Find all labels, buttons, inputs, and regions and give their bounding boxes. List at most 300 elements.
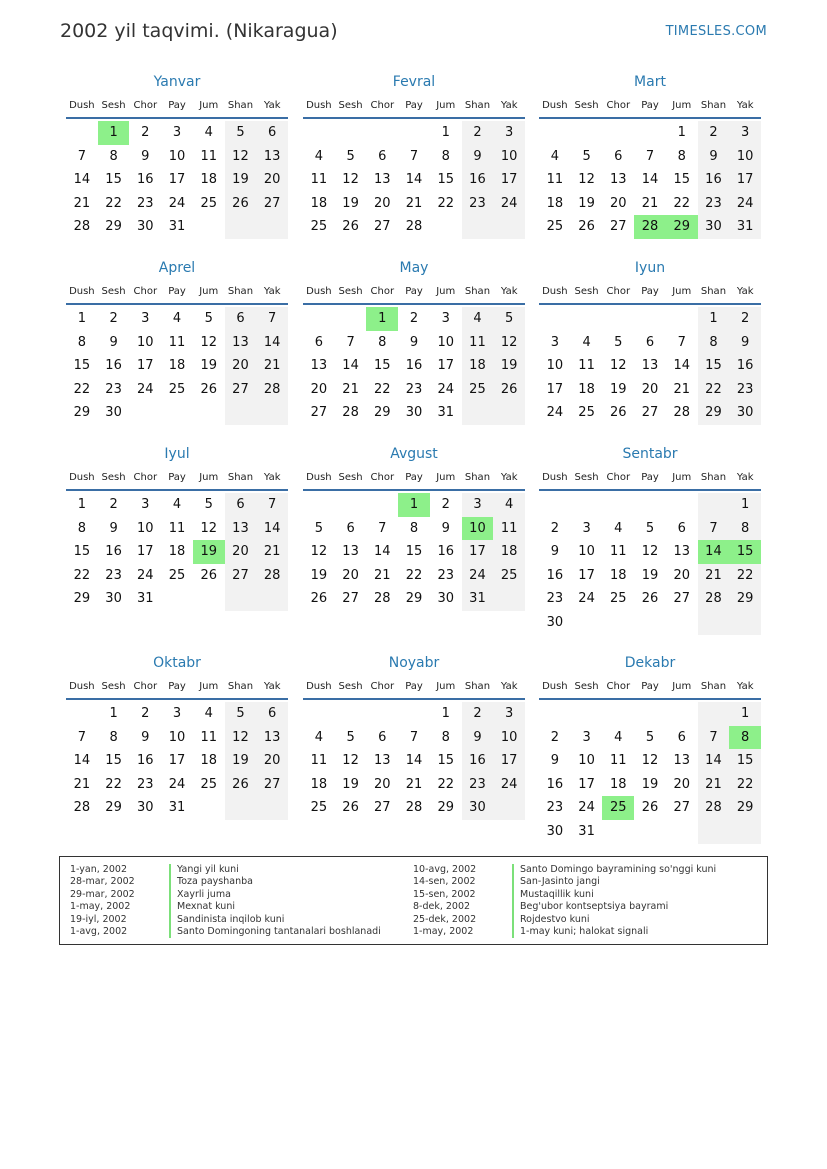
day-cell[interactable]: 12 <box>578 172 595 188</box>
day-cell[interactable]: 30 <box>437 591 454 607</box>
holiday-day-cell[interactable]: 15 <box>729 540 761 564</box>
day-cell[interactable]: 17 <box>462 540 494 564</box>
day-cell[interactable]: 3 <box>493 121 525 145</box>
day-cell[interactable]: 19 <box>342 195 359 211</box>
day-cell[interactable]: 14 <box>641 172 659 188</box>
day-cell[interactable]: 3 <box>172 125 182 140</box>
day-cell[interactable]: 28 <box>256 378 288 402</box>
day-cell[interactable]: 4 <box>462 307 494 331</box>
day-cell[interactable]: 22 <box>673 195 690 211</box>
day-cell[interactable]: 2 <box>698 121 730 145</box>
day-cell[interactable]: 30 <box>546 614 564 630</box>
day-cell[interactable]: 25 <box>310 219 328 235</box>
day-cell[interactable]: 2 <box>141 125 150 140</box>
day-cell[interactable]: 28 <box>405 800 423 816</box>
day-cell[interactable]: 6 <box>614 148 623 164</box>
day-cell[interactable]: 30 <box>105 405 122 421</box>
day-cell[interactable]: 3 <box>462 493 494 517</box>
day-cell[interactable]: 26 <box>225 773 257 797</box>
day-cell[interactable]: 28 <box>673 405 690 421</box>
day-cell[interactable]: 25 <box>200 195 217 211</box>
day-cell[interactable]: 9 <box>550 753 559 769</box>
day-cell[interactable]: 6 <box>378 148 387 164</box>
day-cell[interactable]: 31 <box>729 215 761 239</box>
day-cell[interactable]: 11 <box>610 753 627 769</box>
day-cell[interactable]: 16 <box>698 168 730 192</box>
day-cell[interactable]: 18 <box>310 776 328 792</box>
day-cell[interactable]: 22 <box>729 773 761 797</box>
day-cell[interactable]: 1 <box>729 493 761 517</box>
day-cell[interactable]: 17 <box>578 567 595 583</box>
day-cell[interactable]: 13 <box>374 172 391 188</box>
day-cell[interactable]: 24 <box>493 192 525 216</box>
day-cell[interactable]: 5 <box>614 334 623 350</box>
day-cell[interactable]: 16 <box>105 544 122 560</box>
day-cell[interactable]: 5 <box>645 729 655 745</box>
day-cell[interactable]: 8 <box>77 520 86 536</box>
day-cell[interactable]: 20 <box>374 776 391 792</box>
day-cell[interactable]: 15 <box>729 749 761 773</box>
day-cell[interactable]: 12 <box>493 331 525 355</box>
day-cell[interactable]: 5 <box>346 148 355 164</box>
day-cell[interactable]: 25 <box>546 219 564 235</box>
day-cell[interactable]: 8 <box>729 517 761 541</box>
day-cell[interactable]: 3 <box>582 729 591 745</box>
day-cell[interactable]: 23 <box>462 192 494 216</box>
day-cell[interactable]: 29 <box>729 587 761 611</box>
day-cell[interactable]: 26 <box>641 800 659 816</box>
day-cell[interactable]: 19 <box>641 567 659 583</box>
day-cell[interactable]: 30 <box>698 215 730 239</box>
day-cell[interactable]: 18 <box>578 381 595 397</box>
day-cell[interactable]: 14 <box>342 358 359 374</box>
day-cell[interactable]: 24 <box>729 192 761 216</box>
day-cell[interactable]: 14 <box>73 172 91 188</box>
day-cell[interactable]: 27 <box>374 800 391 816</box>
day-cell[interactable]: 3 <box>441 311 450 326</box>
day-cell[interactable]: 15 <box>374 358 391 374</box>
day-cell[interactable]: 10 <box>578 544 595 560</box>
day-cell[interactable]: 7 <box>378 520 387 536</box>
day-cell[interactable]: 20 <box>225 354 257 378</box>
day-cell[interactable]: 2 <box>409 311 419 326</box>
day-cell[interactable]: 17 <box>137 544 154 560</box>
day-cell[interactable]: 10 <box>137 334 154 350</box>
day-cell[interactable]: 20 <box>673 567 690 583</box>
day-cell[interactable]: 18 <box>493 540 525 564</box>
day-cell[interactable]: 17 <box>578 776 595 792</box>
day-cell[interactable]: 17 <box>493 168 525 192</box>
day-cell[interactable]: 7 <box>256 493 288 517</box>
day-cell[interactable]: 30 <box>137 219 154 235</box>
day-cell[interactable]: 29 <box>105 219 122 235</box>
day-cell[interactable]: 23 <box>698 192 730 216</box>
day-cell[interactable]: 23 <box>137 195 154 211</box>
day-cell[interactable]: 4 <box>204 706 213 721</box>
day-cell[interactable]: 13 <box>673 753 690 769</box>
day-cell[interactable]: 9 <box>550 544 559 560</box>
day-cell[interactable]: 24 <box>168 195 186 211</box>
day-cell[interactable]: 5 <box>582 148 591 164</box>
day-cell[interactable]: 11 <box>546 172 564 188</box>
day-cell[interactable]: 23 <box>729 378 761 402</box>
day-cell[interactable]: 31 <box>578 823 595 839</box>
day-cell[interactable]: 29 <box>437 800 454 816</box>
day-cell[interactable]: 8 <box>441 148 450 164</box>
day-cell[interactable]: 20 <box>256 749 288 773</box>
day-cell[interactable]: 19 <box>342 776 359 792</box>
day-cell[interactable]: 7 <box>645 148 655 164</box>
day-cell[interactable]: 9 <box>109 520 118 536</box>
day-cell[interactable]: 2 <box>729 307 761 331</box>
day-cell[interactable]: 21 <box>641 195 659 211</box>
day-cell[interactable]: 14 <box>698 749 730 773</box>
day-cell[interactable]: 11 <box>493 517 525 541</box>
holiday-day-cell[interactable]: 25 <box>602 796 634 820</box>
day-cell[interactable]: 13 <box>641 358 659 374</box>
holiday-day-cell[interactable]: 29 <box>666 215 698 239</box>
day-cell[interactable]: 25 <box>310 800 328 816</box>
day-cell[interactable]: 6 <box>225 493 257 517</box>
holiday-day-cell[interactable]: 1 <box>98 121 130 145</box>
day-cell[interactable]: 22 <box>73 381 91 397</box>
day-cell[interactable]: 3 <box>729 121 761 145</box>
day-cell[interactable]: 14 <box>405 172 423 188</box>
day-cell[interactable]: 17 <box>168 753 186 769</box>
day-cell[interactable]: 7 <box>256 307 288 331</box>
day-cell[interactable]: 28 <box>73 800 91 816</box>
day-cell[interactable]: 9 <box>141 148 150 164</box>
day-cell[interactable]: 23 <box>137 776 154 792</box>
day-cell[interactable]: 20 <box>310 381 328 397</box>
day-cell[interactable]: 16 <box>546 776 564 792</box>
day-cell[interactable]: 14 <box>405 753 423 769</box>
day-cell[interactable]: 13 <box>310 358 328 374</box>
day-cell[interactable]: 26 <box>610 405 627 421</box>
day-cell[interactable]: 14 <box>256 331 288 355</box>
day-cell[interactable]: 19 <box>310 567 328 583</box>
day-cell[interactable]: 15 <box>105 753 122 769</box>
day-cell[interactable]: 27 <box>374 219 391 235</box>
day-cell[interactable]: 13 <box>673 544 690 560</box>
day-cell[interactable]: 23 <box>462 773 494 797</box>
day-cell[interactable]: 13 <box>256 145 288 169</box>
day-cell[interactable]: 23 <box>546 800 564 816</box>
day-cell[interactable]: 20 <box>374 195 391 211</box>
day-cell[interactable]: 4 <box>204 125 213 140</box>
day-cell[interactable]: 19 <box>610 381 627 397</box>
day-cell[interactable]: 10 <box>729 145 761 169</box>
day-cell[interactable]: 13 <box>256 726 288 750</box>
day-cell[interactable]: 22 <box>374 381 391 397</box>
day-cell[interactable]: 21 <box>374 567 391 583</box>
day-cell[interactable]: 15 <box>673 172 690 188</box>
day-cell[interactable]: 5 <box>204 497 213 512</box>
day-cell[interactable]: 25 <box>462 378 494 402</box>
day-cell[interactable]: 15 <box>698 354 730 378</box>
day-cell[interactable]: 18 <box>200 172 217 188</box>
day-cell[interactable]: 26 <box>342 219 359 235</box>
day-cell[interactable]: 13 <box>374 753 391 769</box>
day-cell[interactable]: 3 <box>582 520 591 536</box>
day-cell[interactable]: 3 <box>550 334 559 350</box>
day-cell[interactable]: 15 <box>105 172 122 188</box>
day-cell[interactable]: 8 <box>109 729 118 745</box>
day-cell[interactable]: 7 <box>409 729 419 745</box>
day-cell[interactable]: 16 <box>437 544 454 560</box>
day-cell[interactable]: 9 <box>409 334 419 350</box>
day-cell[interactable]: 23 <box>546 591 564 607</box>
day-cell[interactable]: 5 <box>225 121 257 145</box>
day-cell[interactable]: 6 <box>256 121 288 145</box>
day-cell[interactable]: 23 <box>105 567 122 583</box>
day-cell[interactable]: 21 <box>73 776 91 792</box>
day-cell[interactable]: 25 <box>168 567 186 583</box>
day-cell[interactable]: 23 <box>105 381 122 397</box>
day-cell[interactable]: 18 <box>462 354 494 378</box>
day-cell[interactable]: 7 <box>698 726 730 750</box>
day-cell[interactable]: 24 <box>578 800 595 816</box>
day-cell[interactable]: 24 <box>493 773 525 797</box>
day-cell[interactable]: 16 <box>546 567 564 583</box>
site-link[interactable]: TIMESLES.COM <box>665 24 767 39</box>
day-cell[interactable]: 18 <box>610 567 627 583</box>
day-cell[interactable]: 3 <box>172 706 182 721</box>
day-cell[interactable]: 2 <box>109 311 118 326</box>
day-cell[interactable]: 10 <box>168 729 186 745</box>
day-cell[interactable]: 21 <box>256 354 288 378</box>
day-cell[interactable]: 25 <box>200 776 217 792</box>
day-cell[interactable]: 4 <box>550 148 559 164</box>
day-cell[interactable]: 31 <box>168 219 186 235</box>
day-cell[interactable]: 27 <box>310 405 328 421</box>
day-cell[interactable]: 18 <box>200 753 217 769</box>
day-cell[interactable]: 16 <box>405 358 423 374</box>
day-cell[interactable]: 16 <box>462 749 494 773</box>
day-cell[interactable]: 30 <box>137 800 154 816</box>
day-cell[interactable]: 10 <box>546 358 564 374</box>
day-cell[interactable]: 11 <box>610 544 627 560</box>
day-cell[interactable]: 20 <box>342 567 359 583</box>
day-cell[interactable]: 29 <box>698 401 730 425</box>
day-cell[interactable]: 27 <box>256 192 288 216</box>
day-cell[interactable]: 11 <box>310 753 328 769</box>
day-cell[interactable]: 4 <box>314 729 323 745</box>
day-cell[interactable]: 30 <box>105 591 122 607</box>
day-cell[interactable]: 11 <box>200 148 217 164</box>
day-cell[interactable]: 22 <box>729 564 761 588</box>
day-cell[interactable]: 15 <box>73 358 91 374</box>
day-cell[interactable]: 22 <box>698 378 730 402</box>
day-cell[interactable]: 17 <box>493 749 525 773</box>
day-cell[interactable]: 1 <box>441 706 450 721</box>
day-cell[interactable]: 4 <box>172 497 182 512</box>
day-cell[interactable]: 15 <box>437 172 454 188</box>
day-cell[interactable]: 6 <box>225 307 257 331</box>
day-cell[interactable]: 21 <box>698 564 730 588</box>
day-cell[interactable]: 5 <box>225 702 257 726</box>
day-cell[interactable]: 19 <box>641 776 659 792</box>
day-cell[interactable]: 20 <box>225 540 257 564</box>
day-cell[interactable]: 18 <box>610 776 627 792</box>
day-cell[interactable]: 10 <box>437 334 454 350</box>
day-cell[interactable]: 21 <box>73 195 91 211</box>
day-cell[interactable]: 12 <box>225 145 257 169</box>
day-cell[interactable]: 24 <box>137 381 154 397</box>
day-cell[interactable]: 11 <box>310 172 328 188</box>
holiday-day-cell[interactable]: 10 <box>462 517 494 541</box>
day-cell[interactable]: 6 <box>645 334 655 350</box>
day-cell[interactable]: 28 <box>698 587 730 611</box>
holiday-day-cell[interactable]: 1 <box>366 307 398 331</box>
day-cell[interactable]: 22 <box>437 195 454 211</box>
day-cell[interactable]: 22 <box>437 776 454 792</box>
day-cell[interactable]: 16 <box>105 358 122 374</box>
day-cell[interactable]: 5 <box>314 520 323 536</box>
day-cell[interactable]: 4 <box>614 729 623 745</box>
day-cell[interactable]: 3 <box>493 702 525 726</box>
day-cell[interactable]: 15 <box>73 544 91 560</box>
day-cell[interactable]: 30 <box>729 401 761 425</box>
day-cell[interactable]: 26 <box>342 800 359 816</box>
day-cell[interactable]: 12 <box>200 520 217 536</box>
day-cell[interactable]: 14 <box>374 544 391 560</box>
day-cell[interactable]: 30 <box>405 405 423 421</box>
day-cell[interactable]: 20 <box>641 381 659 397</box>
day-cell[interactable]: 4 <box>614 520 623 536</box>
day-cell[interactable]: 29 <box>73 591 91 607</box>
day-cell[interactable]: 21 <box>673 381 690 397</box>
holiday-day-cell[interactable]: 14 <box>698 540 730 564</box>
day-cell[interactable]: 5 <box>346 729 355 745</box>
day-cell[interactable]: 13 <box>225 517 257 541</box>
day-cell[interactable]: 7 <box>677 334 686 350</box>
day-cell[interactable]: 8 <box>109 148 118 164</box>
day-cell[interactable]: 24 <box>578 591 595 607</box>
day-cell[interactable]: 14 <box>673 358 690 374</box>
day-cell[interactable]: 10 <box>493 726 525 750</box>
day-cell[interactable]: 6 <box>314 334 323 350</box>
day-cell[interactable]: 2 <box>550 520 559 536</box>
day-cell[interactable]: 19 <box>493 354 525 378</box>
day-cell[interactable]: 12 <box>200 334 217 350</box>
day-cell[interactable]: 8 <box>698 331 730 355</box>
day-cell[interactable]: 24 <box>546 405 564 421</box>
day-cell[interactable]: 11 <box>168 334 186 350</box>
day-cell[interactable]: 7 <box>698 517 730 541</box>
day-cell[interactable]: 18 <box>546 195 564 211</box>
day-cell[interactable]: 18 <box>168 544 186 560</box>
day-cell[interactable]: 4 <box>172 311 182 326</box>
day-cell[interactable]: 21 <box>698 773 730 797</box>
day-cell[interactable]: 26 <box>200 567 217 583</box>
day-cell[interactable]: 7 <box>346 334 355 350</box>
day-cell[interactable]: 23 <box>405 381 423 397</box>
day-cell[interactable]: 13 <box>610 172 627 188</box>
day-cell[interactable]: 17 <box>168 172 186 188</box>
day-cell[interactable]: 22 <box>405 567 423 583</box>
day-cell[interactable]: 18 <box>168 358 186 374</box>
day-cell[interactable]: 9 <box>441 520 450 536</box>
day-cell[interactable]: 5 <box>204 311 213 326</box>
day-cell[interactable]: 12 <box>610 358 627 374</box>
day-cell[interactable]: 28 <box>405 219 423 235</box>
day-cell[interactable]: 3 <box>141 497 150 512</box>
day-cell[interactable]: 9 <box>109 334 118 350</box>
day-cell[interactable]: 27 <box>673 591 690 607</box>
day-cell[interactable]: 27 <box>225 378 257 402</box>
day-cell[interactable]: 1 <box>109 706 118 721</box>
day-cell[interactable]: 27 <box>342 591 359 607</box>
day-cell[interactable]: 29 <box>374 405 391 421</box>
day-cell[interactable]: 26 <box>200 381 217 397</box>
day-cell[interactable]: 27 <box>256 773 288 797</box>
holiday-day-cell[interactable]: 28 <box>634 215 666 239</box>
day-cell[interactable]: 2 <box>141 706 150 721</box>
day-cell[interactable]: 29 <box>105 800 122 816</box>
day-cell[interactable]: 5 <box>493 307 525 331</box>
day-cell[interactable]: 17 <box>137 358 154 374</box>
day-cell[interactable]: 20 <box>610 195 627 211</box>
day-cell[interactable]: 5 <box>645 520 655 536</box>
day-cell[interactable]: 27 <box>610 219 627 235</box>
day-cell[interactable]: 19 <box>225 749 257 773</box>
day-cell[interactable]: 2 <box>441 497 450 512</box>
day-cell[interactable]: 29 <box>405 591 423 607</box>
day-cell[interactable]: 1 <box>77 311 86 326</box>
day-cell[interactable]: 1 <box>698 307 730 331</box>
day-cell[interactable]: 11 <box>200 729 217 745</box>
day-cell[interactable]: 21 <box>405 195 423 211</box>
day-cell[interactable]: 9 <box>698 145 730 169</box>
day-cell[interactable]: 17 <box>437 358 454 374</box>
day-cell[interactable]: 6 <box>346 520 355 536</box>
day-cell[interactable]: 26 <box>310 591 328 607</box>
day-cell[interactable]: 24 <box>137 567 154 583</box>
day-cell[interactable]: 29 <box>73 405 91 421</box>
day-cell[interactable]: 8 <box>378 334 387 350</box>
day-cell[interactable]: 16 <box>137 753 154 769</box>
day-cell[interactable]: 16 <box>729 354 761 378</box>
day-cell[interactable]: 2 <box>109 497 118 512</box>
day-cell[interactable]: 4 <box>314 148 323 164</box>
day-cell[interactable]: 17 <box>546 381 564 397</box>
day-cell[interactable]: 25 <box>493 564 525 588</box>
day-cell[interactable]: 31 <box>437 405 454 421</box>
day-cell[interactable]: 9 <box>462 145 494 169</box>
day-cell[interactable]: 10 <box>493 145 525 169</box>
day-cell[interactable]: 13 <box>342 544 359 560</box>
day-cell[interactable]: 2 <box>462 702 494 726</box>
day-cell[interactable]: 8 <box>409 520 419 536</box>
day-cell[interactable]: 30 <box>462 796 494 820</box>
day-cell[interactable]: 22 <box>105 776 122 792</box>
day-cell[interactable]: 11 <box>578 358 595 374</box>
day-cell[interactable]: 7 <box>409 148 419 164</box>
day-cell[interactable]: 6 <box>677 520 686 536</box>
holiday-day-cell[interactable]: 8 <box>729 726 761 750</box>
day-cell[interactable]: 24 <box>462 564 494 588</box>
day-cell[interactable]: 31 <box>462 587 494 611</box>
day-cell[interactable]: 27 <box>673 800 690 816</box>
day-cell[interactable]: 19 <box>578 195 595 211</box>
day-cell[interactable]: 11 <box>462 331 494 355</box>
day-cell[interactable]: 27 <box>225 564 257 588</box>
day-cell[interactable]: 28 <box>73 219 91 235</box>
day-cell[interactable]: 31 <box>168 800 186 816</box>
day-cell[interactable]: 25 <box>578 405 595 421</box>
day-cell[interactable]: 28 <box>374 591 391 607</box>
